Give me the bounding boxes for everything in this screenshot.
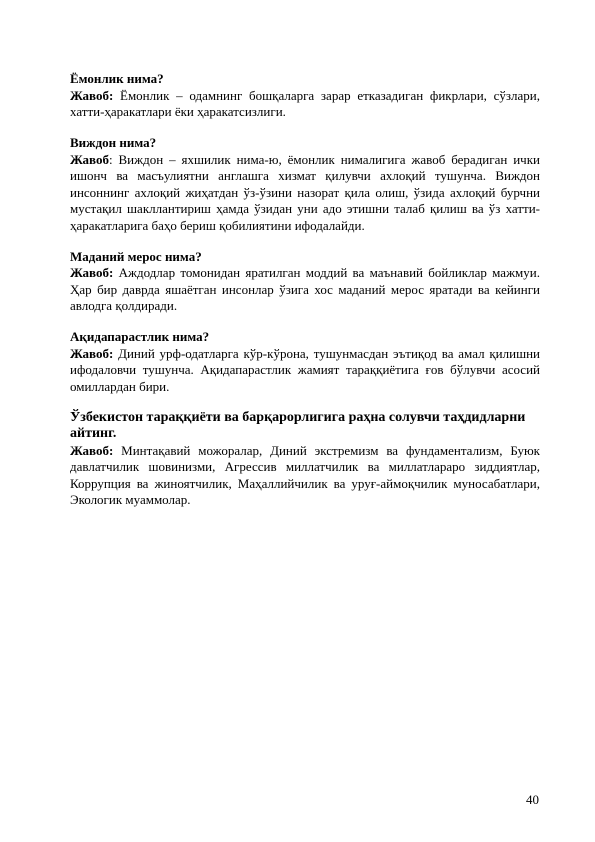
answer-label: Жавоб xyxy=(70,151,109,167)
answer-paragraph xyxy=(70,152,540,235)
qa-section-threats xyxy=(70,410,540,509)
question-heading: Маданий мерос нима? xyxy=(70,248,202,264)
question-heading: Ёмонлик нима? xyxy=(70,71,164,86)
answer-text: Диний урф-одатларга кўр-кўрона, тушунмасдан эътиқод ва амал қилишни ифодаловчи тушунча. Ақидапарастлик жамият тараққиётига ғов бўлувчи асосий омиллардан бири. xyxy=(70,345,540,394)
answer-label: Жавоб: xyxy=(70,87,114,103)
answer-label: Жавоб: xyxy=(70,345,114,361)
answer-paragraph xyxy=(70,443,540,509)
qa-section-conscience xyxy=(70,135,540,234)
page-content xyxy=(70,71,540,523)
question-heading: Ўзбекистон тараққиёти ва барқарорлигига раҳна солувчи таҳдидларни айтинг. xyxy=(70,409,526,441)
answer-paragraph xyxy=(70,265,540,315)
question-heading: Виждон нима? xyxy=(70,135,157,150)
answer-label: Жавоб: xyxy=(70,442,114,458)
answer-text: Ёмонлик – одамнинг бошқаларга зарар етказадиган фикрлари, сўзлари, хатти-ҳаракатлари ёки ҳаракатсизлиги. xyxy=(70,87,540,119)
answer-paragraph xyxy=(70,88,540,121)
qa-section-cultural-heritage xyxy=(70,249,540,315)
answer-text: Аждодлар томонидан яратилган моддий ва маънавий бойликлар мажмуи. Ҳар бир даврда яшаётган инсонлар ўзига хос маданий мерос яратади ва кейинги авлодга қолдиради. xyxy=(70,265,540,313)
page-number: 40 xyxy=(526,792,539,807)
question-heading: Ақидапарастлик нима? xyxy=(70,329,210,344)
answer-text: Минтақавий можоралар, Диний экстремизм ва фундаментализм, Буюк давлатчилик шовинизми, Агрессив миллатчилик ва миллатлараро зиддиятлар, Коррупция ва жиноятчилик, Маҳаллийчилик ва уруғ-аймоқчилик муносабатлари, Экологик муаммолар. xyxy=(70,442,540,507)
qa-section-evil xyxy=(70,71,540,121)
answer-label: Жавоб: xyxy=(70,265,114,280)
answer-text: : Виждон – яхшилик нима-ю, ёмонлик нималигига жавоб берадиган ички ишонч ва масъулиятни англашга хизмат қилувчи ахлоқий тушунча. Виждон инсоннинг ахлоқий жиҳатдан ўз-ўзини назорат қила олиш, ўзида ахлоқий бурчни мустақил шакллантириш ҳамда ўзидан уни адо этишни талаб қилиш ва ўз хатти-ҳаракатларига баҳо бериш қобилиятини ифодалайди. xyxy=(70,151,540,233)
qa-section-dogmatism xyxy=(70,329,540,395)
answer-paragraph xyxy=(70,346,540,396)
